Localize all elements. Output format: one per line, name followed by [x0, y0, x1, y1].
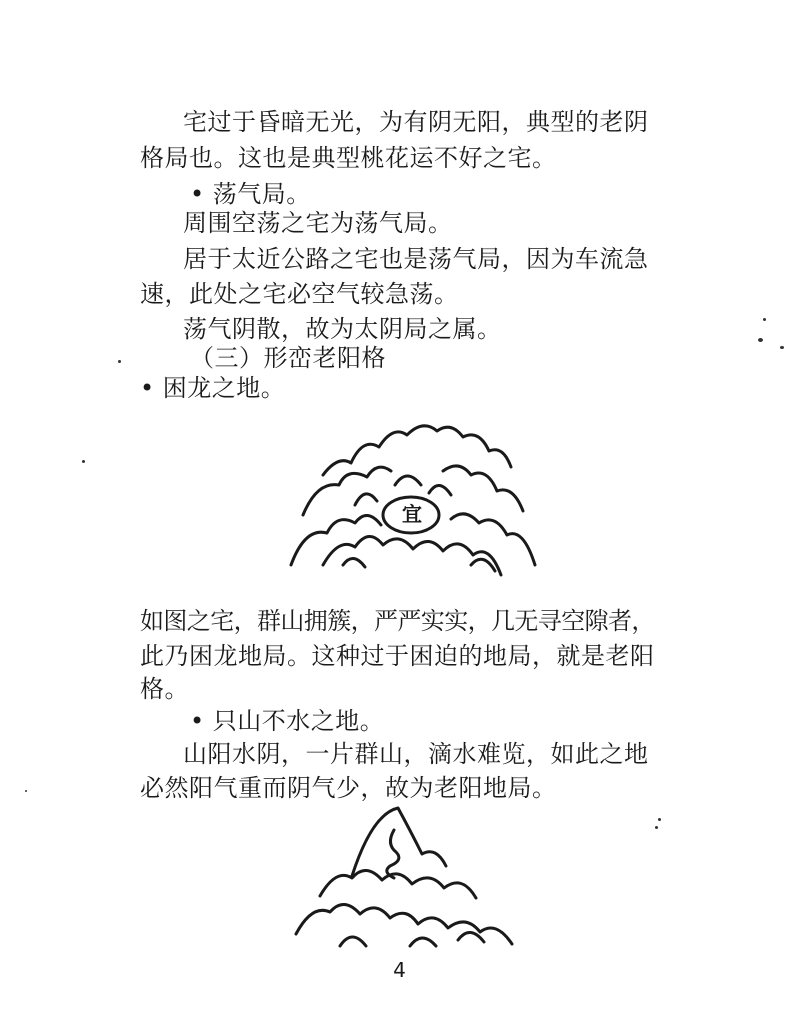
text-line-6: 速，此处之宅必空气较急荡。	[140, 280, 459, 308]
text-line-4: 周围空荡之宅为荡气局。	[183, 209, 453, 237]
mountain-peak-1	[355, 494, 377, 505]
scan-speck	[780, 346, 784, 349]
small-peak-2	[410, 938, 436, 946]
bullet-heading-zhishan: • 只山不水之地。	[190, 707, 385, 735]
text-line-7: 荡气阴散，故为太阴局之属。	[183, 315, 502, 343]
ridge-middle	[320, 870, 476, 898]
scan-speck	[758, 338, 763, 342]
text-line-12: 格。	[140, 675, 189, 703]
scan-speck	[82, 460, 85, 463]
scan-speck	[655, 826, 658, 829]
text-line-5: 居于太近公路之宅也是荡气局，因为车流急	[183, 245, 649, 273]
text-line-10: 如图之宅，群山拥簇，严严实实，几无寻空隙者，	[140, 607, 655, 635]
mountain-peak-5	[471, 559, 495, 571]
page-number: 4	[393, 958, 406, 982]
text-line-1: 宅过于昏暗无光，为有阴无阳，典型的老阴	[183, 108, 649, 136]
small-peak-3	[458, 932, 484, 942]
tall-peak	[352, 808, 446, 876]
scan-speck	[25, 790, 27, 792]
mountain-ridge-bottom	[323, 536, 501, 575]
mountain-ridge-top	[323, 426, 511, 475]
bullet-heading-dangqi: • 荡气局。	[190, 180, 311, 208]
scan-speck	[763, 318, 766, 321]
scan-speck	[658, 818, 661, 821]
mountains-without-water-illustration	[290, 800, 522, 950]
house-glyph: 宜	[402, 502, 422, 526]
mountain-ridge-left	[303, 467, 391, 515]
mountain-peak-2	[395, 476, 421, 485]
mountain-ridge-lower-left	[291, 515, 381, 565]
spring-stream	[387, 830, 399, 878]
text-line-2: 格局也。这也是典型桃花运不好之宅。	[140, 144, 557, 172]
scan-speck	[118, 360, 121, 363]
mountain-ridge-right	[443, 466, 523, 511]
section-heading-3: （三）形峦老阳格	[190, 344, 386, 372]
bullet-heading-kunlong: • 困龙之地。	[140, 374, 286, 402]
mountain-peak-3	[429, 485, 451, 495]
text-line-15: 必然阳气重而阴气少，故为老阳地局。	[140, 774, 557, 802]
small-peak-1	[340, 937, 366, 946]
text-line-11: 此乃困龙地局。这种过于困迫的地局，就是老阳	[140, 642, 655, 670]
text-line-14: 山阳水阴，一片群山，滴水难览，如此之地	[183, 740, 649, 768]
mountain-peak-4	[343, 558, 365, 567]
